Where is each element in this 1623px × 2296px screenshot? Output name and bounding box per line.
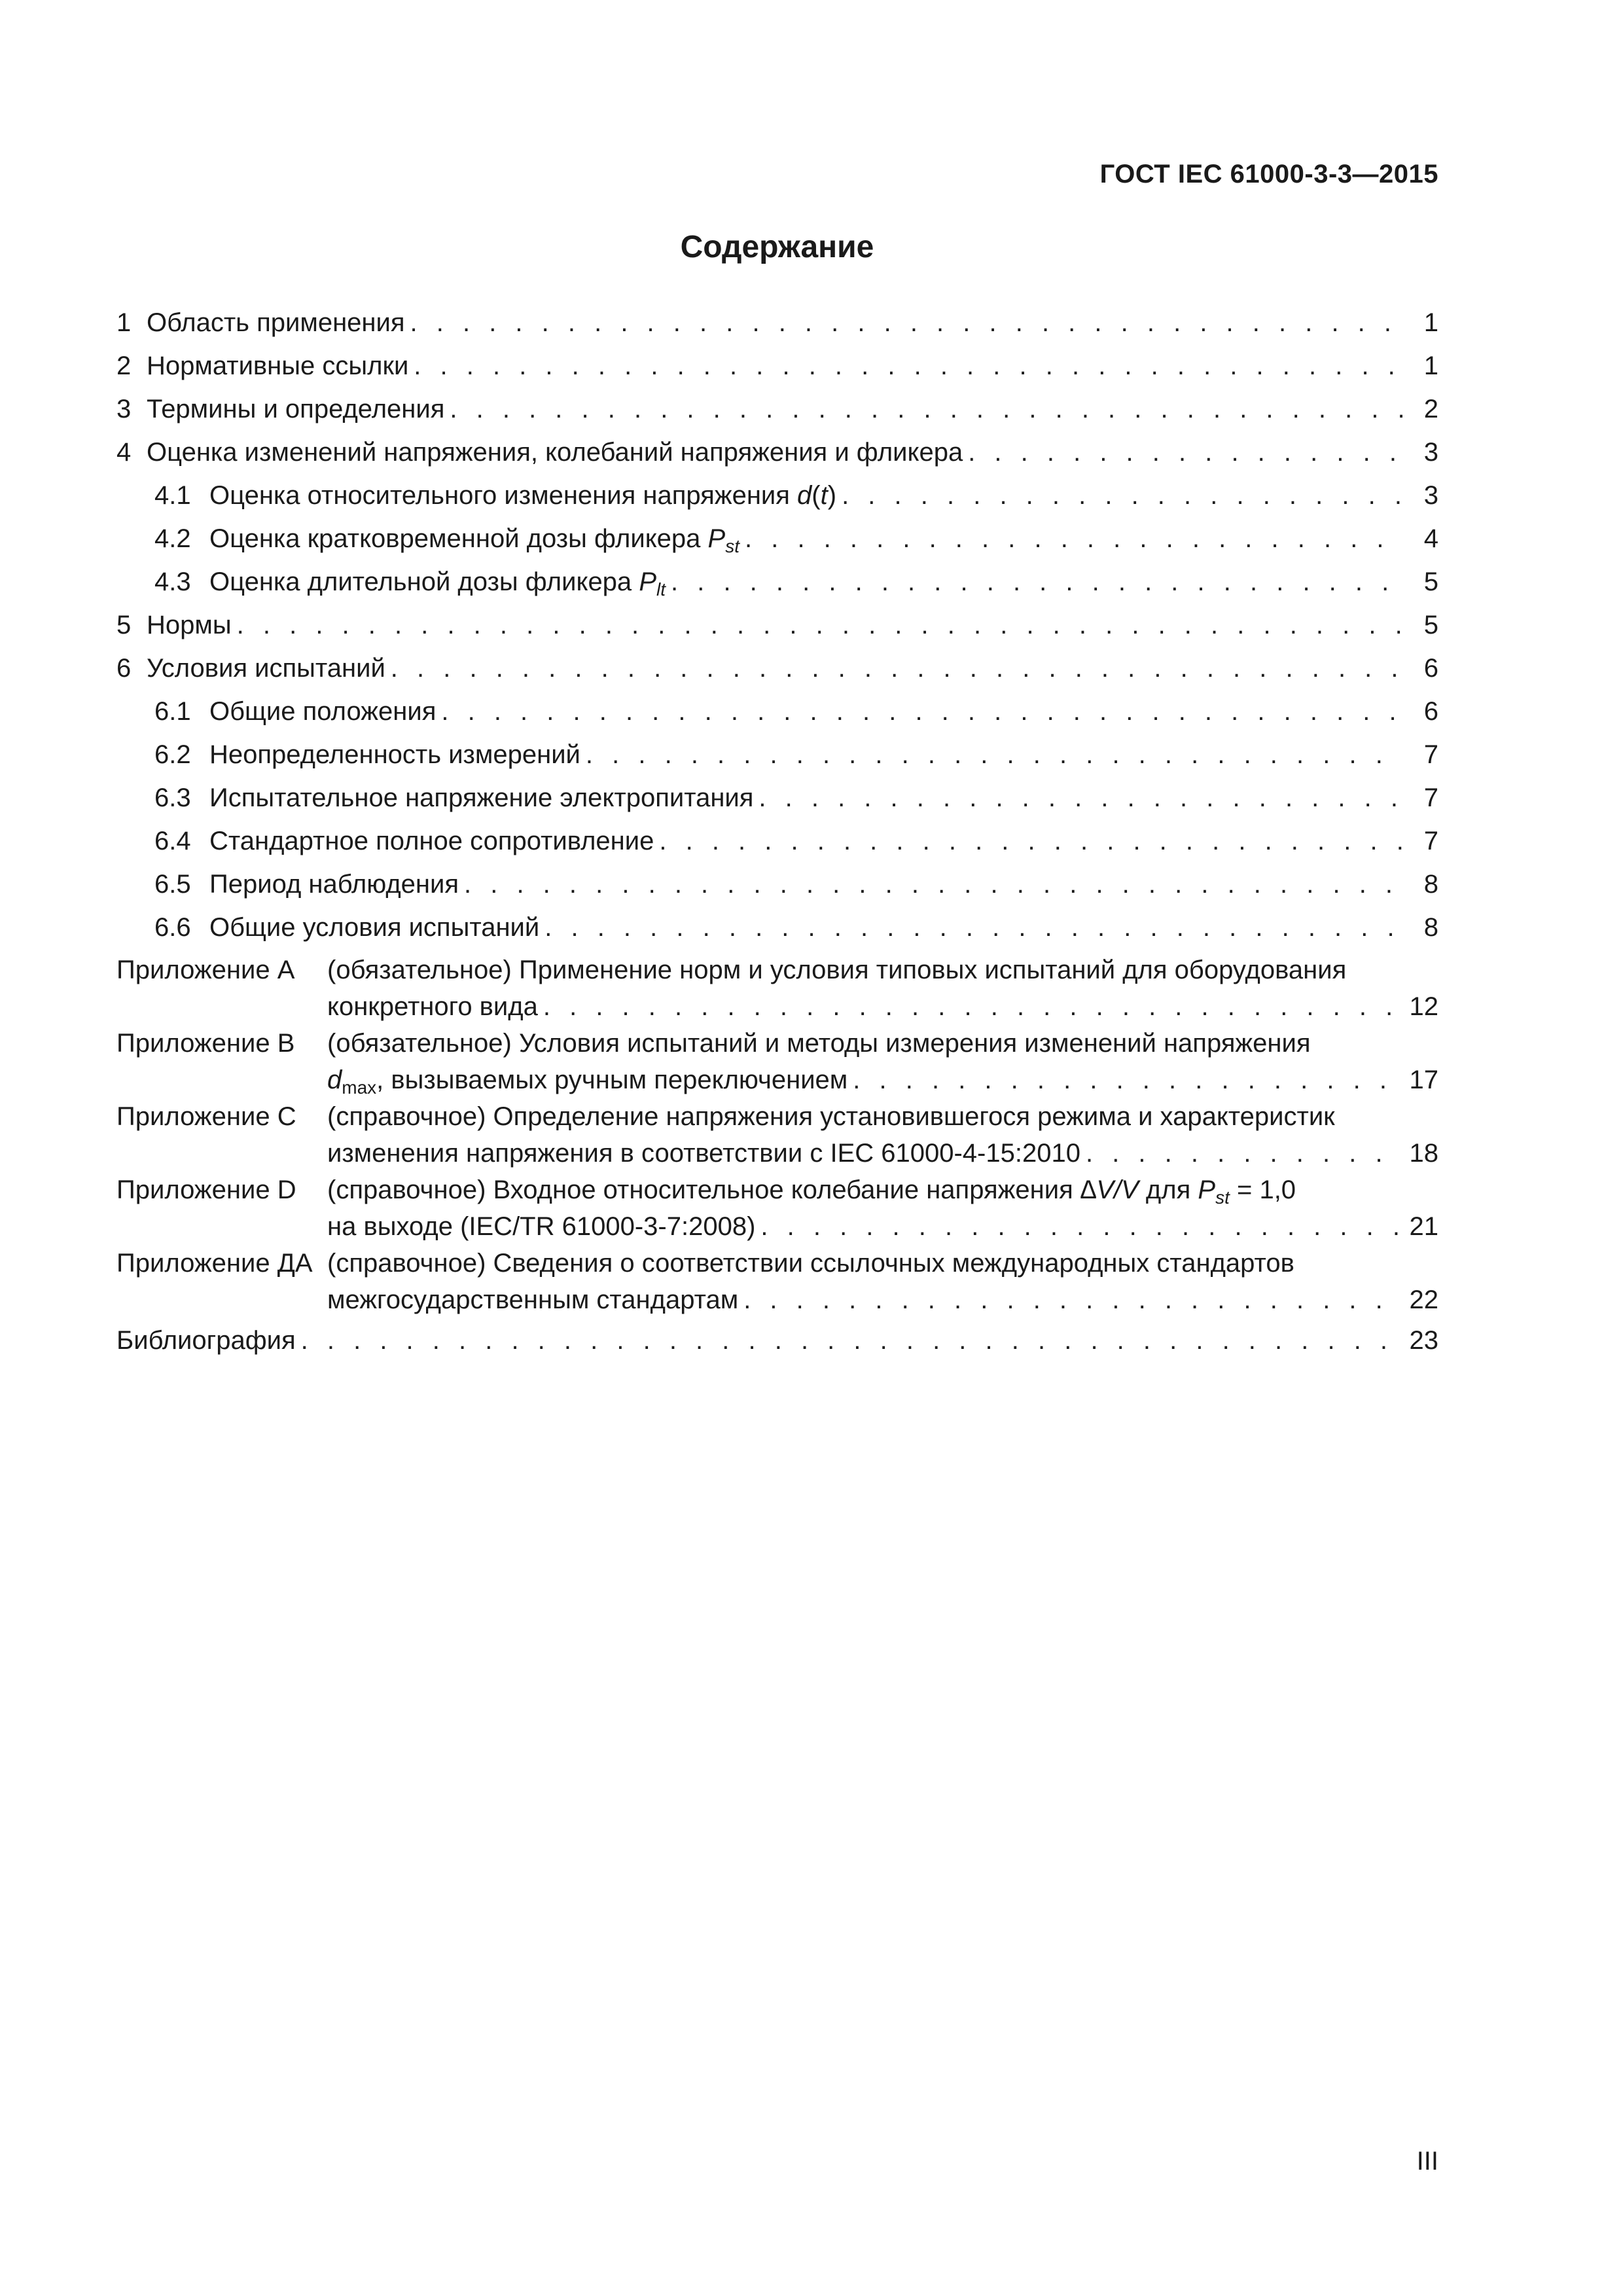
toc-number: 1: [116, 308, 132, 337]
symbol-subscript: lt: [656, 579, 666, 600]
toc-number: 6.4: [154, 827, 191, 855]
appendix-title-part: для: [1138, 1175, 1198, 1204]
toc-number: 5: [116, 611, 132, 639]
toc-page: 1: [1424, 301, 1438, 344]
toc-page: 7: [1424, 819, 1438, 863]
page-number: III: [1416, 2147, 1438, 2176]
appendix-title-line: межгосударственным стандартам: [327, 1285, 739, 1314]
toc-entry[interactable]: [116, 647, 1438, 690]
toc-page: 18: [1410, 1134, 1439, 1173]
toc-page: 6: [1424, 690, 1438, 733]
appendix-name: Приложение D: [116, 1175, 296, 1204]
appendix-title-line: (справочное) Сведения о соответствии ссылочных международных стандартов: [327, 1249, 1294, 1278]
toc-number: 6.6: [154, 913, 191, 942]
toc-subentry[interactable]: [116, 776, 1438, 819]
symbol-p: P: [639, 567, 656, 596]
toc-page: 7: [1424, 776, 1438, 819]
toc-text: Оценка изменений напряжения, колебаний напряжения и фликера: [147, 438, 963, 467]
toc-appendix[interactable]: [116, 1026, 1438, 1100]
toc-number: 4.2: [154, 524, 191, 553]
appendix-title-line: (справочное) Определение напряжения установившегося режима и характеристик: [327, 1102, 1335, 1131]
toc-page: 8: [1424, 906, 1438, 949]
toc-page: 4: [1424, 517, 1438, 560]
symbol-subscript: st: [725, 536, 740, 556]
toc-text: Период наблюдения: [209, 870, 459, 899]
toc-number: 3: [116, 395, 132, 423]
symbol-p: P: [1198, 1175, 1216, 1204]
toc-text: Библиография: [116, 1326, 296, 1355]
appendix-name: Приложение В: [116, 1029, 295, 1058]
toc-entry[interactable]: [116, 344, 1438, 387]
toc-appendix[interactable]: [116, 1173, 1438, 1246]
toc-text: Общие условия испытаний: [209, 913, 540, 942]
appendix-title-line: [327, 1173, 1438, 1207]
symbol-subscript: max: [342, 1077, 377, 1098]
toc-number: 6.1: [154, 697, 191, 726]
toc-text: Область применения: [147, 308, 405, 337]
appendix-name: Приложение А: [116, 956, 295, 984]
toc-text: Оценка длительной дозы фликера: [209, 567, 632, 596]
symbol-delta-v: ∆V/V: [1080, 1175, 1139, 1204]
toc-text: Нормы: [147, 611, 232, 639]
toc-page: 3: [1424, 431, 1438, 474]
toc-text: Нормативные ссылки: [147, 351, 409, 380]
toc-page: 17: [1410, 1060, 1439, 1100]
symbol-subscript: st: [1215, 1187, 1230, 1208]
toc-number: 6.5: [154, 870, 191, 899]
symbol-p: P: [707, 524, 726, 553]
symbol-d: d: [327, 1066, 342, 1094]
paren-close: ): [827, 481, 837, 510]
appendix-title-part: (справочное) Входное относительное колебание напряжения: [327, 1175, 1080, 1204]
table-of-contents: [116, 301, 1438, 1361]
toc-appendix[interactable]: [116, 1246, 1438, 1319]
toc-page: 3: [1424, 474, 1438, 517]
page-title: Содержание: [680, 230, 874, 264]
toc-text: Неопределенность измерений: [209, 740, 580, 769]
toc-page: 23: [1410, 1319, 1439, 1361]
toc-subentry[interactable]: [116, 906, 1438, 949]
toc-text: Стандартное полное сопротивление: [209, 827, 654, 855]
appendix-title-line: конкретного вида: [327, 992, 538, 1021]
toc-page: 6: [1424, 647, 1438, 690]
toc-appendix[interactable]: [116, 953, 1438, 1026]
toc-subentry[interactable]: [116, 474, 1438, 517]
toc-number: 4.1: [154, 481, 191, 510]
toc-page: 12: [1410, 987, 1439, 1026]
toc-subentry[interactable]: [116, 517, 1438, 560]
toc-subentry[interactable]: [116, 690, 1438, 733]
appendix-title-line: (обязательное) Условия испытаний и методы измерения изменений напряжения: [327, 1029, 1311, 1058]
appendix-title-part: = 1,0: [1229, 1175, 1296, 1204]
toc-text: Испытательное напряжение электропитания: [209, 783, 754, 812]
toc-text: Оценка относительного изменения напряжения: [209, 481, 790, 510]
appendix-title-line: , вызываемых ручным переключением: [376, 1066, 848, 1094]
toc-page: 7: [1424, 733, 1438, 776]
toc-entry[interactable]: [116, 431, 1438, 474]
toc-number: 4.3: [154, 567, 191, 596]
toc-appendix[interactable]: [116, 1100, 1438, 1173]
toc-page: 22: [1410, 1280, 1439, 1319]
toc-subentry[interactable]: [116, 733, 1438, 776]
appendix-title-line: на выходе (IEC/TR 61000-3-7:2008): [327, 1212, 756, 1241]
toc-entry[interactable]: [116, 387, 1438, 431]
toc-text: Термины и определения: [147, 395, 445, 423]
toc-text: Условия испытаний: [147, 654, 385, 683]
appendix-name: Приложение С: [116, 1102, 296, 1131]
standard-code: ГОСТ IEC 61000-3-3—2015: [1099, 160, 1438, 188]
toc-entry[interactable]: [116, 603, 1438, 647]
toc-page: 5: [1424, 560, 1438, 603]
appendix-title-line: изменения напряжения в соответствии с IEC 61000-4-15:2010: [327, 1139, 1080, 1168]
toc-number: 6: [116, 654, 132, 683]
appendix-title-line: (обязательное) Применение норм и условия типовых испытаний для оборудования: [327, 956, 1347, 984]
appendix-name: Приложение ДА: [116, 1249, 313, 1278]
toc-entry-bibliography[interactable]: [116, 1319, 1438, 1361]
toc-text: Общие положения: [209, 697, 437, 726]
toc-page: 2: [1424, 387, 1438, 431]
toc-subentry[interactable]: [116, 819, 1438, 863]
toc-number: 6.2: [154, 740, 191, 769]
toc-text: Оценка кратковременной дозы фликера: [209, 524, 701, 553]
symbol-t: t: [820, 481, 828, 510]
toc-page: 5: [1424, 603, 1438, 647]
paren-open: (: [812, 481, 821, 510]
toc-page: 8: [1424, 863, 1438, 906]
toc-number: 2: [116, 351, 132, 380]
toc-subentry[interactable]: [116, 863, 1438, 906]
symbol-d: d: [797, 481, 812, 510]
toc-number: 6.3: [154, 783, 191, 812]
toc-page: 1: [1424, 344, 1438, 387]
toc-page: 21: [1410, 1207, 1439, 1246]
toc-subentry[interactable]: [116, 560, 1438, 603]
toc-number: 4: [116, 438, 132, 467]
toc-entry[interactable]: [116, 301, 1438, 344]
